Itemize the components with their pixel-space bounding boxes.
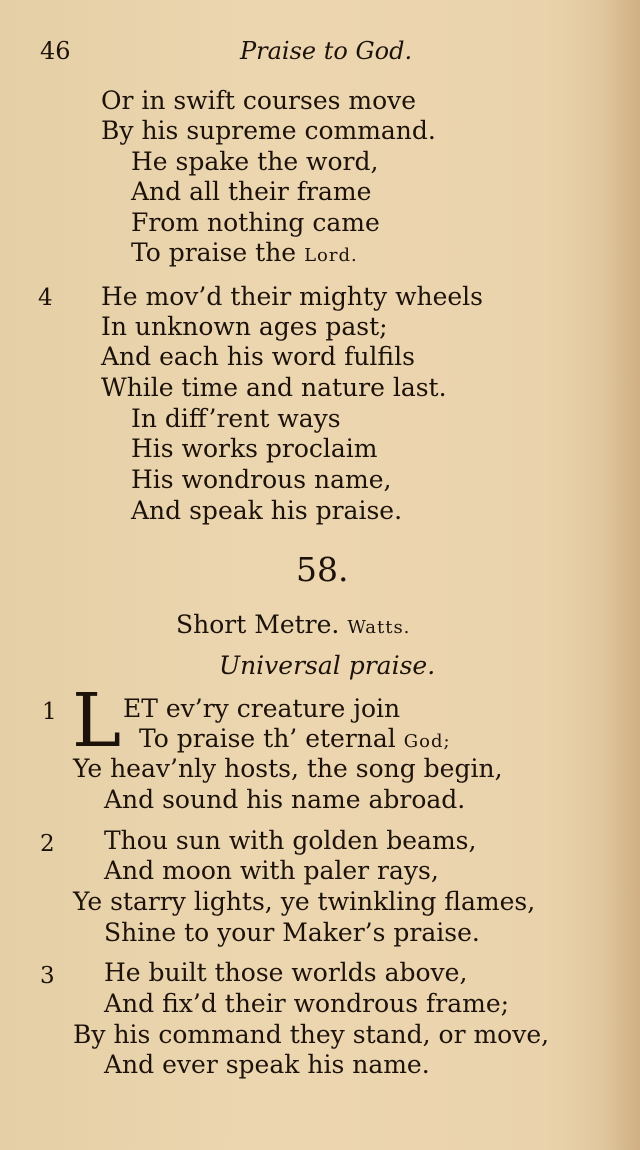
verse-line: While time and nature last. — [101, 373, 447, 402]
running-title: Praise to God. — [240, 37, 413, 65]
verse-line: By his supreme command. — [101, 116, 436, 145]
god-small-caps: God; — [403, 731, 451, 752]
verse-line: In diff’rent ways — [131, 404, 341, 433]
verse-line: He spake the word, — [131, 147, 379, 176]
metre: Short Metre. — [176, 610, 340, 639]
verse-line: From nothing came — [131, 208, 380, 237]
verse-line: Shine to your Maker’s praise. — [104, 918, 480, 947]
verse-line: And speak his praise. — [131, 496, 403, 525]
verse-line: Ye starry lights, ye twinkling flames, — [73, 887, 536, 916]
verse-line: Or in swift courses move — [101, 86, 417, 115]
verse-line: And all their frame — [131, 177, 372, 206]
drop-cap: L — [72, 678, 122, 764]
verse-line: By his command they stand, or move, — [73, 1020, 550, 1049]
verse-number: 3 — [40, 963, 55, 989]
verse-number: 1 — [42, 699, 57, 725]
verse-line: And sound his name abroad. — [104, 785, 466, 814]
verse-line: ET ev’ry creature join — [123, 694, 401, 723]
verse-line-text: To praise th’ eternal — [139, 724, 396, 753]
verse-line: And each his word fulfils — [101, 342, 415, 371]
author: Watts. — [347, 617, 411, 638]
verse-line: And fix’d their wondrous frame; — [104, 989, 510, 1018]
hymn-subtitle: Universal praise. — [219, 651, 436, 680]
verse-line-text: To praise the — [131, 238, 297, 267]
verse-line: And moon with paler rays, — [104, 856, 439, 885]
lord-small-caps: Lord. — [304, 245, 358, 266]
verse-line: He mov’d their mighty wheels — [101, 282, 483, 311]
verse-number: 2 — [40, 831, 55, 857]
verse-line — [131, 238, 358, 271]
verse-number: 4 — [38, 285, 53, 311]
page-number: 46 — [40, 37, 71, 65]
verse-line — [139, 724, 451, 757]
verse-line: He built those worlds above, — [104, 958, 468, 987]
metre-line — [176, 610, 410, 643]
page-edge-shadow — [600, 0, 640, 1150]
hymn-number: 58. — [296, 550, 349, 589]
verse-line: And ever speak his name. — [104, 1050, 430, 1079]
verse-line: Ye heav’nly hosts, the song begin, — [73, 754, 503, 783]
verse-line: His works proclaim — [131, 434, 378, 463]
verse-line: His wondrous name, — [131, 465, 392, 494]
verse-line: Thou sun with golden beams, — [104, 826, 477, 855]
verse-line: In unknown ages past; — [101, 312, 388, 341]
